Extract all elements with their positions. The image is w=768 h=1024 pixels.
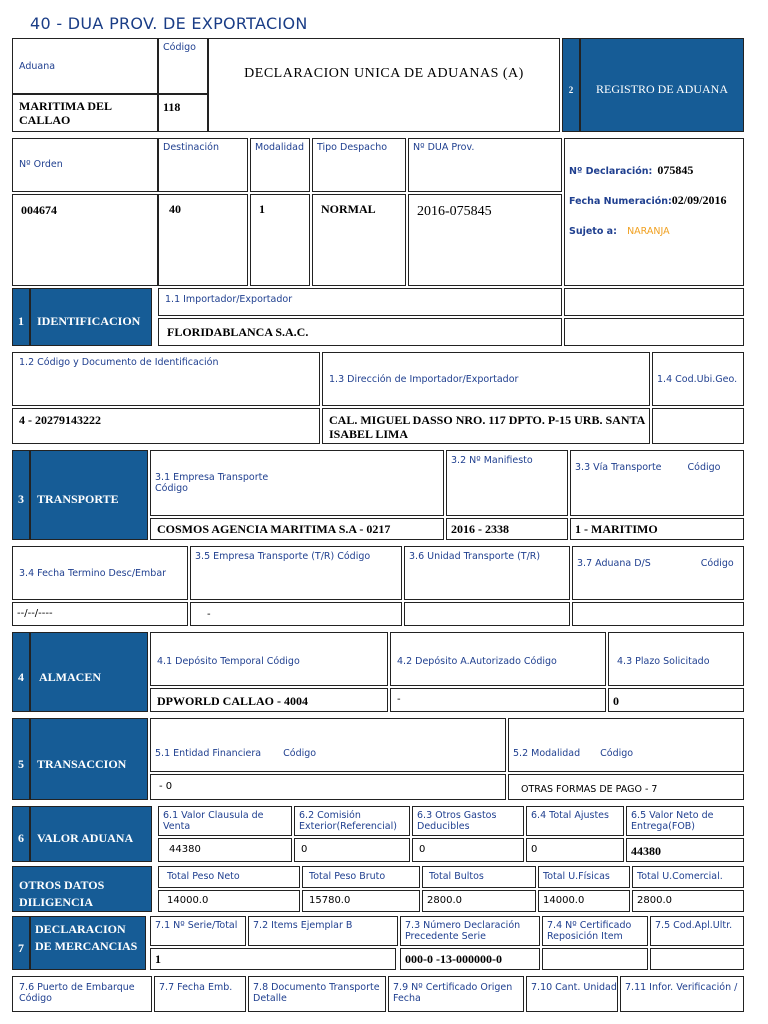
- empresa-transporte-label: 3.1 Empresa Transporte: [155, 472, 269, 483]
- main-title-cell: [208, 38, 560, 132]
- n-orden-label-cell: [12, 138, 158, 192]
- mercancias-title: DECLARACION DE MERCANCIAS: [35, 922, 138, 953]
- merc-l5-cell: [650, 916, 744, 946]
- registro-aduana-cell: [580, 38, 744, 132]
- modalidad-value-cell: [250, 194, 310, 286]
- via-label-cell: [570, 450, 744, 516]
- modalidad-codigo-label: Código: [600, 748, 634, 759]
- codigo-value: 118: [163, 100, 181, 114]
- codigo-label-cell: [158, 38, 208, 94]
- declaracion-line: [569, 159, 743, 178]
- destinacion-label: Destinación: [163, 142, 220, 153]
- merc-l1-cell: [150, 916, 246, 946]
- deposito-temporal-label: 4.1 Depósito Temporal Código: [157, 656, 300, 667]
- via-codigo-label: Código: [687, 462, 721, 473]
- otros-v4-cell: [538, 890, 630, 912]
- entidad-label-cell: [150, 718, 506, 772]
- aduana-value: MARITIMA DEL CALLAO: [19, 99, 112, 127]
- otros-v2-cell: [302, 890, 420, 912]
- unidades-comercial-value: 2800.0: [637, 895, 672, 906]
- almacen-section: [30, 632, 148, 712]
- autorizado-label-cell: [390, 632, 606, 686]
- section-num-5-text: 5: [18, 757, 24, 771]
- merc-v5-cell: [650, 948, 744, 970]
- empresa-tr-label-cell: [190, 546, 402, 600]
- tipo-despacho-value: NORMAL: [321, 202, 376, 216]
- merc-l4-cell: [542, 916, 648, 946]
- manifiesto-value: 2016 - 2338: [451, 522, 509, 536]
- total-bultos-value: 2800.0: [427, 895, 462, 906]
- otros-v3-cell: [422, 890, 536, 912]
- destinacion-label-cell: [158, 138, 248, 192]
- otros-gastos-value: 0: [419, 844, 426, 855]
- total-ajustes-label: 6.4 Total Ajustes: [531, 810, 609, 821]
- registro-num: 2: [568, 85, 574, 95]
- empresa-tr-value-cell: [190, 602, 402, 626]
- modalidad-label-cell: [250, 138, 310, 192]
- otros-l2-cell: [302, 866, 420, 888]
- empresa-codigo-label: Código: [155, 483, 188, 494]
- manifiesto-value-cell: [446, 518, 568, 540]
- fecha-numeracion-label: Fecha Numeración:: [569, 196, 672, 207]
- valor-v1-cell: [158, 838, 292, 862]
- merc-l2-cell: [248, 916, 398, 946]
- section-num-7-text: 7: [18, 941, 24, 955]
- valor-clausula-value: 44380: [169, 844, 201, 855]
- via-transporte-value: 1 - MARITIMO: [575, 522, 658, 536]
- plazo-value-cell: [608, 688, 744, 712]
- valor-v4-cell: [526, 838, 624, 862]
- otros-l1-cell: [158, 866, 300, 888]
- declaracion-box: [564, 138, 744, 286]
- declaracion-value: 075845: [657, 163, 694, 177]
- dua-prov-value: 2016-075845: [417, 204, 492, 219]
- transporte-section: [30, 450, 148, 540]
- tipo-despacho-label: Tipo Despacho: [317, 142, 388, 153]
- doc-identificacion-value: 4 - 20279143222: [19, 413, 101, 427]
- temporal-value-cell: [150, 688, 388, 712]
- deposito-temporal-value: DPWORLD CALLAO - 4004: [157, 694, 309, 708]
- otros-datos-title: OTROS DATOS DILIGENCIA: [19, 878, 105, 909]
- doc-value-cell: [12, 408, 320, 444]
- comision-label: 6.2 Comisión Exterior(Referencial): [299, 810, 397, 832]
- peso-bruto-label: Total Peso Bruto: [309, 871, 386, 882]
- aduana-value-cell: [12, 94, 158, 132]
- otros-l4-cell: [538, 866, 630, 888]
- identificacion-title: IDENTIFICACION: [37, 314, 141, 328]
- dua-value-cell: [408, 194, 562, 286]
- empresa-tr-label: 3.5 Empresa Transporte (T/R) Código: [195, 551, 371, 562]
- temporal-label-cell: [150, 632, 388, 686]
- peso-neto-label: Total Peso Neto: [167, 871, 240, 882]
- almacen-title: ALMACEN: [39, 670, 101, 684]
- registro-aduana: REGISTRO DE ADUANA: [596, 82, 728, 96]
- foot-l1-cell: [12, 976, 152, 1012]
- transporte-title: TRANSPORTE: [37, 492, 119, 506]
- section-num-4: [12, 632, 30, 712]
- documento-transporte-label: 7.8 Documento Transporte Detalle: [253, 982, 380, 1004]
- foot-l4-cell: [388, 976, 524, 1012]
- doc-identificacion-label: 1.2 Código y Documento de Identificación: [19, 357, 219, 368]
- via-transporte-label: 3.3 Vía Transporte: [575, 462, 662, 473]
- merc-l3-cell: [400, 916, 540, 946]
- entidad-value-cell: [150, 774, 506, 800]
- dua-label-cell: [408, 138, 562, 192]
- modalidad-pago-value: OTRAS FORMAS DE PAGO - 7: [521, 784, 658, 795]
- main-title: DECLARACION UNICA DE ADUANAS (A): [244, 66, 524, 81]
- importador-value-cell: [158, 318, 562, 346]
- fecha-line: [569, 189, 743, 208]
- destinacion-value: 40: [169, 202, 181, 216]
- unidad-label-cell: [404, 546, 570, 600]
- ubi-value-cell: [652, 408, 744, 444]
- modalidad-pago-label: 5.2 Modalidad: [513, 748, 581, 759]
- modalidad-label: Modalidad: [255, 142, 305, 153]
- doc-label-cell: [12, 352, 320, 406]
- codigo-value-cell: [158, 94, 208, 132]
- peso-bruto-value: 15780.0: [309, 895, 351, 906]
- otros-l5-cell: [632, 866, 744, 888]
- total-bultos-label: Total Bultos: [429, 871, 484, 882]
- declaracion-precedente-label: 7.3 Número Declaración Precedente Serie: [405, 920, 521, 942]
- valor-l1-cell: [158, 806, 292, 836]
- otros-v5-cell: [632, 890, 744, 912]
- otros-v1-cell: [158, 890, 300, 912]
- codigo-label: Código: [163, 42, 196, 53]
- total-ajustes-value: 0: [531, 844, 538, 855]
- valor-aduana-title: VALOR ADUANA: [37, 831, 134, 845]
- importador-value: FLORIDABLANCA S.A.C.: [167, 325, 309, 339]
- valor-v3-cell: [412, 838, 524, 862]
- fecha-termino-value: --/--/----: [17, 608, 53, 619]
- autorizado-value-cell: [390, 688, 606, 712]
- ubi-label-cell: [652, 352, 744, 406]
- serie-total-label: 7.1 Nº Serie/Total: [155, 920, 238, 931]
- sujeto-value: NARANJA: [627, 226, 670, 237]
- entidad-financiera-label: 5.1 Entidad Financiera: [155, 748, 262, 759]
- puerto-embarque-label: 7.6 Puerto de Embarque Código: [19, 982, 135, 1004]
- section-num-5: [12, 718, 30, 800]
- merc-v3-cell: [400, 948, 540, 970]
- importador-extra-cell: [564, 288, 744, 316]
- mercancias-section: [30, 916, 146, 970]
- aduana-ds-value-cell: [572, 602, 744, 626]
- modalidad-pago-label-cell: [508, 718, 744, 772]
- sujeto-label: Sujeto a:: [569, 226, 617, 237]
- foot-l6-cell: [620, 976, 744, 1012]
- empresa-label-cell: [150, 450, 444, 516]
- valor-v2-cell: [294, 838, 410, 862]
- modalidad-value: 1: [259, 202, 265, 216]
- transaccion-title: TRANSACCION: [37, 757, 127, 771]
- section-num-7: [12, 916, 30, 970]
- serie-total-value: 1: [155, 952, 161, 966]
- valor-clausula-label: 6.1 Valor Clausula de Venta: [163, 810, 264, 832]
- n-orden-value: 004674: [21, 203, 57, 217]
- merc-v4-cell: [542, 948, 648, 970]
- dir-value-cell: [322, 408, 650, 444]
- fecha-numeracion-value: 02/09/2016: [671, 193, 727, 207]
- document-title: 40 - DUA PROV. DE EXPORTACION: [30, 14, 308, 33]
- importador-label: 1.1 Importador/Exportador: [165, 294, 293, 305]
- section-num-6-text: 6: [18, 831, 24, 845]
- comision-value: 0: [301, 844, 308, 855]
- tipo-value-cell: [312, 194, 406, 286]
- merc-v1-cell: [150, 948, 396, 970]
- deposito-autorizado-value: -: [397, 694, 401, 705]
- direccion-label: 1.3 Dirección de Importador/Exportador: [329, 374, 519, 385]
- dua-prov-label: Nº DUA Prov.: [413, 142, 475, 153]
- certificado-origen-label: 7.9 Nº Certificado Origen Fecha: [393, 982, 513, 1004]
- section-num-6: [12, 806, 30, 862]
- unidades-fisicas-label: Total U.Físicas: [543, 871, 610, 882]
- unidades-comercial-label: Total U.Comercial.: [637, 871, 723, 882]
- section-num-1: [12, 288, 30, 346]
- fecha-embarque-label: 7.7 Fecha Emb.: [159, 982, 233, 993]
- aduana-ds-codigo-label: Código: [700, 558, 734, 569]
- deposito-autorizado-label: 4.2 Depósito A.Autorizado Código: [397, 656, 557, 667]
- valor-l5-cell: [626, 806, 744, 836]
- via-value-cell: [570, 518, 744, 540]
- sujeto-line: [569, 219, 743, 238]
- identificacion-section: [30, 288, 152, 346]
- fecha-termino-label: 3.4 Fecha Termino Desc/Embar: [19, 568, 167, 579]
- valor-section: [30, 806, 152, 862]
- cod-apl-ultr-label: 7.5 Cod.Apl.Ultr.: [655, 920, 733, 931]
- tipo-label-cell: [312, 138, 406, 192]
- dir-label-cell: [322, 352, 650, 406]
- foot-l3-cell: [248, 976, 386, 1012]
- empresa-transporte-value: COSMOS AGENCIA MARITIMA S.A - 0217: [157, 522, 391, 536]
- valor-fob-label: 6.5 Valor Neto de Entrega(FOB): [631, 810, 714, 832]
- destinacion-value-cell: [158, 194, 248, 286]
- importador-extra-cell-2: [564, 318, 744, 346]
- registro-num-cell: [562, 38, 580, 132]
- items-ejemplar-label: 7.2 Items Ejemplar B: [253, 920, 353, 931]
- otros-l3-cell: [422, 866, 536, 888]
- aduana-label-cell: [12, 38, 158, 94]
- direccion-value: CAL. MIGUEL DASSO NRO. 117 DPTO. P-15 URB. SANTA ISABEL LIMA: [329, 413, 645, 441]
- aduana-label: Aduana: [19, 61, 56, 72]
- declaracion-precedente-value: 000-0 -13-000000-0: [405, 952, 502, 966]
- peso-neto-value: 14000.0: [167, 895, 209, 906]
- valor-l4-cell: [526, 806, 624, 836]
- unidades-fisicas-value: 14000.0: [543, 895, 585, 906]
- plazo-solicitado-value: 0: [613, 694, 619, 708]
- valor-l2-cell: [294, 806, 410, 836]
- aduana-ds-label-cell: [572, 546, 744, 600]
- n-orden-value-cell: [12, 194, 158, 286]
- otros-gastos-label: 6.3 Otros Gastos Deducibles: [417, 810, 497, 832]
- section-num-4-text: 4: [18, 670, 24, 684]
- unidad-value-cell: [404, 602, 570, 626]
- manifiesto-label: 3.2 Nº Manifiesto: [451, 455, 533, 466]
- certificado-reposicion-label: 7.4 Nº Certificado Reposición Item: [547, 920, 632, 942]
- foot-l2-cell: [154, 976, 246, 1012]
- fecha-term-value-cell: [12, 602, 188, 626]
- empresa-value-cell: [150, 518, 444, 540]
- ubigeo-label: 1.4 Cod.Ubi.Geo.: [657, 374, 738, 385]
- section-num-3: [12, 450, 30, 540]
- n-orden-label: Nº Orden: [19, 159, 63, 170]
- modalidad-pago-value-cell: [508, 774, 744, 800]
- otros-section: [12, 866, 152, 912]
- entidad-financiera-value: - 0: [159, 781, 173, 792]
- section-num-3-text: 3: [18, 492, 24, 506]
- importador-label-cell: [158, 288, 562, 316]
- plazo-solicitado-label: 4.3 Plazo Solicitado: [617, 656, 710, 667]
- fecha-term-label-cell: [12, 546, 188, 600]
- entidad-codigo-label: Código: [283, 748, 317, 759]
- valor-fob-value: 44380: [631, 844, 661, 858]
- aduana-ds-label: 3.7 Aduana D/S: [577, 558, 651, 569]
- plazo-label-cell: [608, 632, 744, 686]
- manifiesto-label-cell: [446, 450, 568, 516]
- informacion-verificacion-label: 7.11 Infor. Verificación /: [625, 982, 738, 993]
- declaracion-label: Nº Declaración:: [569, 166, 653, 177]
- section-num-1-text: 1: [18, 314, 24, 328]
- valor-l3-cell: [412, 806, 524, 836]
- transaccion-section: [30, 718, 148, 800]
- foot-l5-cell: [526, 976, 618, 1012]
- valor-v5-cell: [626, 838, 744, 862]
- unidad-transporte-label: 3.6 Unidad Transporte (T/R): [409, 551, 541, 562]
- cantidad-unidad-label: 7.10 Cant. Unidad: [531, 982, 617, 993]
- empresa-tr-value: -: [207, 609, 211, 620]
